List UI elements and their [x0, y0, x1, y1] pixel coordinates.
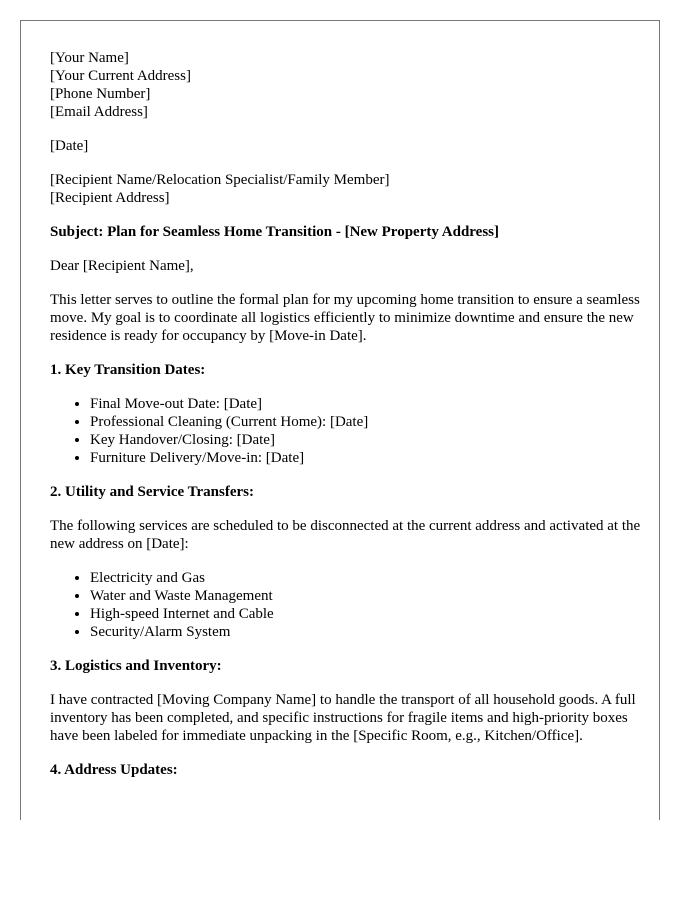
recipient-address: [Recipient Address]: [50, 190, 170, 206]
list-item: • Furniture Delivery/Move-in: [Date]: [90, 449, 642, 467]
list-item: • Key Handover/Closing: [Date]: [90, 431, 642, 449]
section-heading-logistics: 3. Logistics and Inventory:: [50, 658, 222, 674]
letter-page: [20, 20, 660, 820]
utilities-list: [50, 569, 642, 641]
sender-address: [Your Current Address]: [50, 68, 191, 84]
sender-phone: [Phone Number]: [50, 86, 151, 102]
sender-name: [Your Name]: [50, 50, 129, 66]
list-item: • High-speed Internet and Cable: [90, 605, 642, 623]
sender-block: [50, 49, 642, 121]
list-item: • Security/Alarm System: [90, 623, 642, 641]
utilities-paragraph: The following services are scheduled to be disconnected at the current address and activated at the new address on [Date]:: [50, 518, 641, 552]
date-line: [Date]: [50, 138, 89, 154]
section-heading-utilities: 2. Utility and Service Transfers:: [50, 484, 255, 500]
list-item: • Professional Cleaning (Current Home): [Date]: [90, 413, 642, 431]
intro-paragraph: This letter serves to outline the formal plan for my upcoming home transition to ensure a seamless move. My goal is to coordinate all logistics efficiently to minimize downtime and ensure the new residence is ready for occupancy by [Move-in Date].: [50, 292, 640, 344]
section-heading-dates: 1. Key Transition Dates:: [50, 362, 206, 378]
letter-content: [50, 49, 642, 795]
list-item: • Electricity and Gas: [90, 569, 642, 587]
logistics-paragraph: I have contracted [Moving Company Name] to handle the transport of all household goods. A full inventory has been completed, and specific instructions for fragile items and high-priority boxes have been labeled for immediate unpacking in the [Specific Room, e.g., Kitchen/Office].: [50, 692, 636, 744]
sender-email: [Email Address]: [50, 104, 148, 120]
recipient-block: [50, 171, 642, 207]
dates-list: [50, 395, 642, 467]
section-heading-address-updates: 4. Address Updates:: [50, 762, 178, 778]
list-item: • Final Move-out Date: [Date]: [90, 395, 642, 413]
list-item: • Water and Waste Management: [90, 587, 642, 605]
subject-line: Subject: Plan for Seamless Home Transition - [New Property Address]: [50, 224, 499, 240]
recipient-name: [Recipient Name/Relocation Specialist/Family Member]: [50, 172, 390, 188]
salutation: Dear [Recipient Name],: [50, 258, 194, 274]
